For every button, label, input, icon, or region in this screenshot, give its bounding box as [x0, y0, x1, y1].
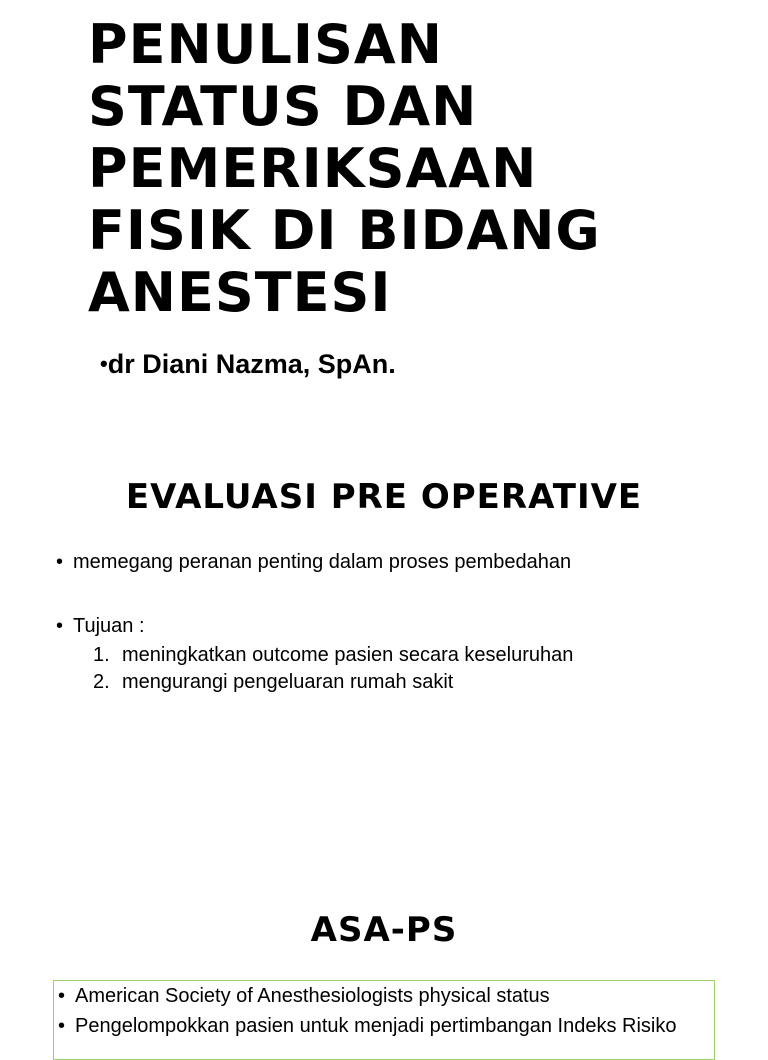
title-line: PEMERIKSAAN [88, 137, 538, 200]
bullet-marker: • [100, 351, 108, 376]
bullet-text: memegang peranan penting dalam proses pembedahan [73, 551, 572, 573]
item-number: 1. [93, 644, 110, 666]
title-line: FISIK DI BIDANG [88, 199, 601, 262]
title-line: PENULISAN [88, 13, 443, 76]
content-box [53, 980, 715, 1060]
title-line: STATUS DAN [88, 75, 478, 138]
bullet-text: Tujuan : [73, 615, 145, 637]
bullet-item [56, 548, 571, 576]
bullet-marker: • [58, 985, 66, 1007]
slide-title [88, 14, 758, 324]
bullet-text: Pengelompokkan pasien untuk menjadi pertimbangan Indeks Risiko [75, 1015, 677, 1037]
bullet-item [58, 982, 550, 1010]
title-line: ANESTESI [88, 261, 392, 324]
bullet-item [56, 612, 145, 640]
numbered-item [93, 641, 573, 669]
author-name: dr Diani Nazma, SpAn. [107, 349, 396, 379]
bullet-marker: • [58, 1015, 66, 1037]
item-text: meningkatkan outcome pasien secara keseluruhan [122, 644, 574, 666]
bullet-item [58, 1012, 676, 1040]
item-number: 2. [93, 671, 110, 693]
author-line [100, 344, 396, 384]
asa-ps-slide [0, 865, 768, 1037]
bullet-marker: • [56, 615, 64, 637]
item-text: mengurangi pengeluaran rumah sakit [122, 671, 454, 693]
evaluasi-slide [0, 410, 768, 865]
slide-heading: EVALUASI PRE OPERATIVE [125, 477, 643, 517]
bullet-text: American Society of Anesthesiologists physical status [75, 985, 550, 1007]
bullet-marker: • [56, 551, 64, 573]
numbered-item [93, 668, 453, 696]
title-slide [0, 0, 768, 410]
slide-heading: ASA-PS [310, 910, 458, 950]
